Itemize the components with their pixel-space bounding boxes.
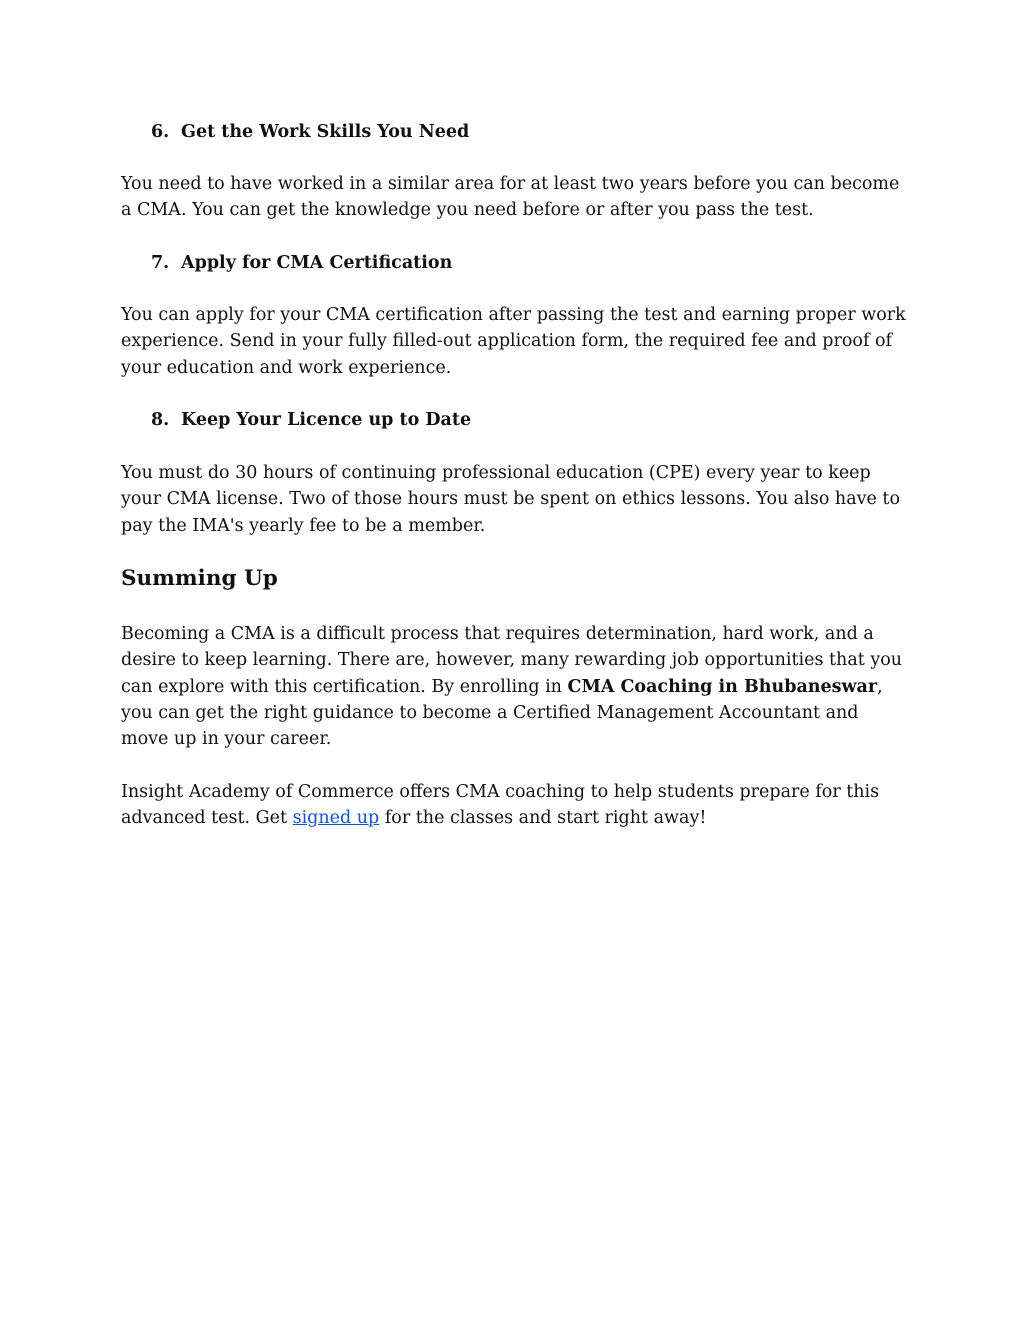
step-8-number: 8. xyxy=(151,410,170,430)
summary-paragraph-2-text-end: for the classes and start right away! xyxy=(379,808,707,829)
summary-paragraph-2-text-start: Insight Academy of Commerce offers CMA coaching to help students prepare for this advanced test. Get xyxy=(121,782,880,829)
step-7-paragraph: You can apply for your CMA certification after passing the test and earning proper work experience. Send in your fully filled-out application form, the required fee and proof of your education and work experience. xyxy=(121,305,906,378)
step-6-heading xyxy=(151,119,469,145)
summary-paragraph-1-text-start: Becoming a CMA is a difficult process that requires determination, hard work, and a desire to keep learning. There are, however, many rewarding job opportunities that you can explore with this certification. By enrolling in xyxy=(121,624,903,697)
step-7-heading xyxy=(151,250,452,276)
step-8-title: Keep Your Licence up to Date xyxy=(181,410,472,430)
summary-heading: Summing Up xyxy=(121,566,278,591)
step-6-paragraph: You need to have worked in a similar area for at least two years before you can become a CMA. You can get the knowledge you need before or after you pass the test. xyxy=(121,174,900,221)
step-6-title: Get the Work Skills You Need xyxy=(181,122,470,142)
signed-up-link[interactable]: signed up xyxy=(292,808,380,829)
step-7-title: Apply for CMA Certification xyxy=(181,253,453,273)
cma-coaching-term: CMA Coaching in Bhubaneswar xyxy=(567,676,878,697)
step-7-number: 7. xyxy=(151,253,170,273)
step-8-heading xyxy=(151,407,471,433)
summary-paragraph-1 xyxy=(121,621,911,752)
summary-paragraph-2 xyxy=(121,779,911,832)
step-8-paragraph: You must do 30 hours of continuing professional education (CPE) every year to keep your CMA license. Two of those hours must be spent on ethics lessons. You also have to pay the IMA's yearly fee to be a member. xyxy=(121,463,900,536)
step-6-number: 6. xyxy=(151,122,170,142)
summary-paragraph-1-text-end: , you can get the right guidance to become a Certified Management Accountant and move up in your career. xyxy=(121,676,883,750)
